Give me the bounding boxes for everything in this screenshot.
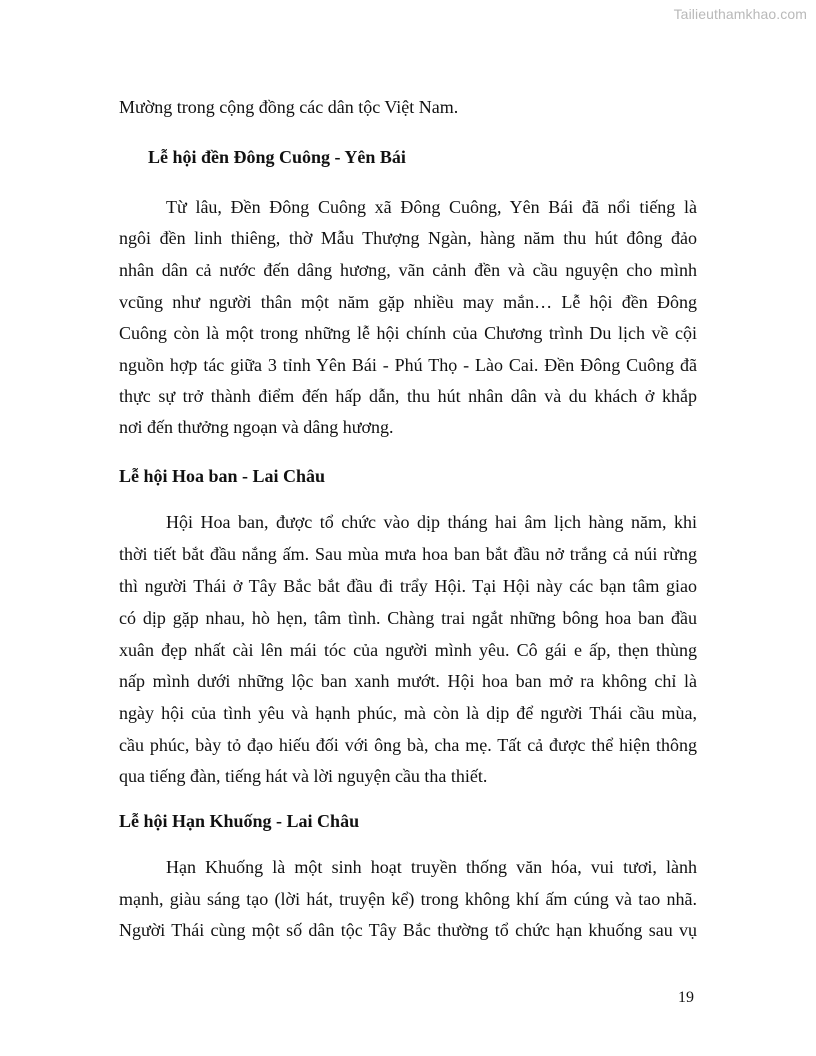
section-heading: Lễ hội Hoa ban - Lai Châu — [119, 466, 326, 486]
body-line: Từ lâu, Đền Đông Cuông xã Đông Cuông, Yên Bái đã nổi tiếng là — [166, 197, 697, 217]
body-line: Hội Hoa ban, được tổ chức vào dịp tháng hai âm lịch hàng năm, khi — [166, 512, 697, 532]
body-line: ngôi đền linh thiêng, thờ Mẫu Thượng Ngàn, hàng năm thu hút đông đảo — [119, 228, 697, 248]
section-heading: Lễ hội Hạn Khuống - Lai Châu — [119, 811, 360, 831]
body-line: mạnh, giàu sáng tạo (lời hát, truyện kể) trong không khí ấm cúng và tao nhã. — [119, 889, 697, 909]
body-line: cầu phúc, bày tỏ đạo hiếu đối với ông bà, cha mẹ. Tất cả được thể hiện thông — [119, 735, 697, 755]
body-line: xuân đẹp nhất cài lên mái tóc của người mình yêu. Cô gái e ấp, thẹn thùng — [119, 640, 697, 660]
body-line: Cuông còn là một trong những lễ hội chính của Chương trình Du lịch về cội — [119, 323, 697, 343]
body-line: thực sự trở thành điểm đến hấp dẫn, thu hút nhân dân và du khách ở khắp — [119, 386, 697, 406]
body-line: nhân dân cả nước đến dâng hương, vãn cảnh đền và cầu nguyện cho mình — [119, 260, 697, 280]
page-number: 19 — [678, 989, 694, 1006]
body-line: nơi đến thưởng ngoạn và dâng hương. — [119, 417, 394, 437]
body-line: có dịp gặp nhau, hò hẹn, tâm tình. Chàng trai ngắt những bông hoa ban đầu — [119, 608, 697, 628]
body-line: thời tiết bắt đầu nắng ấm. Sau mùa mưa hoa ban bắt đầu nở trắng cả núi rừng — [119, 544, 697, 564]
body-line: Hạn Khuống là một sinh hoạt truyền thống văn hóa, vui tươi, lành — [166, 857, 697, 877]
body-line: Người Thái cùng một số dân tộc Tây Bắc thường tổ chức hạn khuống sau vụ — [119, 920, 697, 940]
body-line: ngày hội của tình yêu và hạnh phúc, mà còn là dịp để người Thái cầu mùa, — [119, 703, 697, 723]
watermark: Tailieuthamkhao.com — [673, 6, 807, 22]
body-line: Mường trong cộng đồng các dân tộc Việt Nam. — [119, 97, 459, 117]
body-line: nguồn hợp tác giữa 3 tỉnh Yên Bái - Phú Thọ - Lào Cai. Đền Đông Cuông đã — [119, 355, 697, 375]
body-line: nấp mình dưới những lộc ban xanh mướt. Hội hoa ban mở ra không chỉ là — [119, 671, 697, 691]
body-line: qua tiếng đàn, tiếng hát và lời nguyện cầu tha thiết. — [119, 766, 488, 786]
section-heading: Lễ hội đền Đông Cuông - Yên Bái — [148, 147, 406, 167]
body-line: thì người Thái ở Tây Bắc bắt đầu đi trẩy Hội. Tại Hội này các bạn tâm giao — [119, 576, 697, 596]
body-line: vcũng như người thân một năm gặp nhiều may mắn… Lễ hội đền Đông — [119, 292, 697, 312]
